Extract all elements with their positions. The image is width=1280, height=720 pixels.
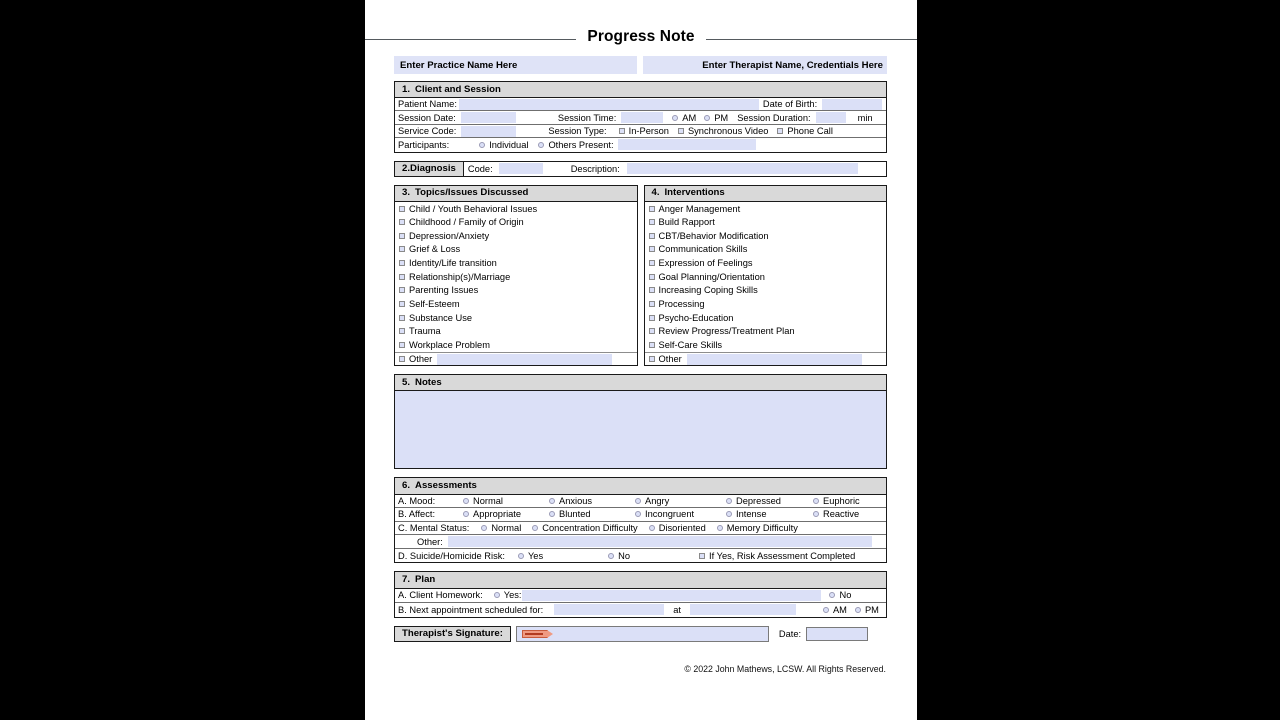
section6-number: 6. — [402, 479, 411, 491]
intervention-label: Increasing Coping Skills — [658, 285, 758, 296]
topic-label: Grief & Loss — [409, 244, 461, 255]
radio-affect-intense-icon — [726, 511, 732, 517]
row-affect — [395, 508, 886, 522]
intervention-checkbox-icon — [649, 206, 655, 212]
intervention-checkbox-icon — [649, 342, 655, 348]
topic-checkbox-icon — [399, 301, 405, 307]
topic-item[interactable] — [395, 338, 637, 352]
topic-label: Trauma — [409, 326, 441, 337]
section7-title-text: Plan — [415, 573, 436, 585]
topics-other-row[interactable] — [395, 352, 637, 366]
radio-mood-angry-icon — [635, 498, 641, 504]
at-label: at — [673, 604, 681, 615]
intervention-item[interactable] — [645, 284, 887, 298]
topic-checkbox-icon — [399, 287, 405, 293]
intervention-checkbox-icon — [649, 301, 655, 307]
radio-mood-normal-icon — [463, 498, 469, 504]
radio-risk-yes-icon — [518, 553, 524, 559]
signature-tag-icon — [522, 630, 548, 638]
section-client-and-session — [394, 81, 887, 153]
section7-number: 7. — [402, 573, 411, 585]
session-duration-label: Session Duration: — [737, 112, 811, 123]
progress-note-form — [394, 56, 887, 674]
row-suicide-homicide-risk — [395, 549, 886, 563]
intervention-checkbox-icon — [649, 328, 655, 334]
interventions-other-input[interactable] — [687, 354, 862, 365]
radio-mood-anxious-label: Anxious — [559, 495, 593, 506]
radio-mental-disoriented-label: Disoriented — [658, 522, 706, 533]
radio-appt-am-icon — [823, 607, 829, 613]
mental-status-label: C. Mental Status: — [398, 522, 470, 533]
checkbox-in-person-icon — [619, 128, 625, 134]
title-rule-left — [365, 39, 576, 40]
radio-appt-pm[interactable] — [855, 605, 879, 615]
radio-appt-pm-icon — [855, 607, 861, 613]
radio-mood-depressed[interactable] — [726, 496, 813, 506]
session-date-input[interactable] — [461, 112, 516, 123]
radio-affect-reactive-label: Reactive — [823, 509, 860, 520]
section3-title-text: Topics/Issues Discussed — [415, 187, 529, 199]
section2-title — [395, 162, 464, 176]
radio-homework-yes[interactable] — [494, 590, 522, 600]
radio-mental-memory[interactable] — [717, 523, 798, 533]
topic-label: Child / Youth Behavioral Issues — [409, 203, 538, 214]
row-session-date — [395, 111, 886, 124]
intervention-checkbox-icon — [649, 287, 655, 293]
session-time-label: Session Time: — [557, 112, 617, 123]
topic-label: Self-Esteem — [409, 298, 460, 309]
checkbox-synchronous-video-label: Synchronous Video — [687, 126, 769, 137]
signature-date-label: Date: — [778, 628, 802, 639]
radio-mental-memory-label: Memory Difficulty — [726, 522, 798, 533]
topic-checkbox-icon — [399, 328, 405, 334]
checkbox-phone-call-icon — [777, 128, 783, 134]
radio-mood-normal-label: Normal — [473, 495, 503, 506]
radio-mental-disoriented[interactable] — [649, 523, 706, 533]
page-title: Progress Note — [587, 28, 695, 45]
topic-label: Identity/Life transition — [409, 258, 497, 269]
radio-mental-concentration-label: Concentration Difficulty — [542, 522, 638, 533]
radio-homework-no-icon — [829, 592, 835, 598]
checkbox-phone-call-label: Phone Call — [787, 126, 833, 137]
topic-item[interactable] — [395, 243, 637, 257]
radio-mood-angry[interactable] — [635, 496, 726, 506]
radio-affect-blunted-icon — [549, 511, 555, 517]
diagnosis-code-input[interactable] — [499, 163, 543, 174]
checkbox-phone-call[interactable] — [777, 126, 832, 136]
row-client-homework — [395, 589, 886, 603]
topic-checkbox-icon — [399, 219, 405, 225]
topic-item[interactable] — [395, 202, 637, 216]
radio-individual-label: Individual — [489, 139, 529, 150]
intervention-checkbox-icon — [649, 233, 655, 239]
therapist-name-field[interactable]: Enter Therapist Name, Credentials Here — [643, 56, 887, 74]
topic-item[interactable] — [395, 297, 637, 311]
radio-others-present-label: Others Present: — [548, 139, 614, 150]
radio-mental-disoriented-icon — [649, 525, 655, 531]
radio-am-icon — [672, 115, 678, 121]
intervention-item[interactable] — [645, 229, 887, 243]
radio-affect-reactive-icon — [813, 511, 819, 517]
row-next-appointment — [395, 603, 886, 617]
intervention-checkbox-icon — [649, 219, 655, 225]
intervention-checkbox-icon — [649, 274, 655, 280]
section5-number: 5. — [402, 376, 411, 388]
mood-label: A. Mood: — [398, 495, 436, 506]
topic-item[interactable] — [395, 229, 637, 243]
practice-name-field[interactable]: Enter Practice Name Here — [394, 56, 637, 74]
radio-affect-appropriate-label: Appropriate — [473, 509, 522, 520]
diagnosis-description-label: Description: — [570, 163, 620, 174]
radio-risk-no-label: No — [618, 550, 631, 561]
radio-affect-intense-label: Intense — [736, 509, 767, 520]
topic-label: Substance Use — [409, 312, 473, 323]
radio-mental-normal-icon — [481, 525, 487, 531]
radio-affect-incongruent[interactable] — [635, 509, 726, 519]
radio-appt-pm-label: PM — [864, 604, 879, 615]
radio-mental-memory-icon — [717, 525, 723, 531]
session-type-label: Session Type: — [548, 126, 607, 137]
homework-input[interactable] — [522, 590, 821, 601]
section1-title-text: Client and Session — [415, 83, 501, 95]
topic-label: Depression/Anxiety — [409, 230, 490, 241]
radio-pm-label: PM — [714, 112, 729, 123]
topics-other-input[interactable] — [437, 354, 612, 365]
radio-risk-yes-label: Yes — [527, 550, 544, 561]
checkbox-in-person-label: In-Person — [628, 126, 669, 137]
patient-name-input[interactable] — [459, 99, 759, 110]
checkbox-synchronous-video[interactable] — [678, 126, 768, 136]
radio-homework-no[interactable] — [829, 590, 851, 600]
radio-mood-euphoric[interactable] — [813, 496, 860, 506]
intervention-checkbox-icon — [649, 246, 655, 252]
section-interventions — [644, 185, 888, 367]
interventions-other-row[interactable] — [645, 352, 887, 366]
topic-label: Workplace Problem — [409, 339, 490, 350]
radio-mood-angry-label: Angry — [645, 495, 670, 506]
intervention-label: Review Progress/Treatment Plan — [658, 326, 795, 337]
topic-item[interactable] — [395, 256, 637, 270]
topic-checkbox-icon — [399, 274, 405, 280]
intervention-label: Processing — [658, 298, 705, 309]
section1-number: 1. — [402, 83, 411, 95]
radio-mood-euphoric-icon — [813, 498, 819, 504]
session-date-label: Session Date: — [398, 112, 456, 123]
checkbox-synchronous-video-icon — [678, 128, 684, 134]
section4-title — [645, 186, 887, 202]
radio-homework-no-label: No — [839, 590, 852, 601]
notes-textarea[interactable] — [395, 391, 886, 468]
homework-label: A. Client Homework: — [398, 590, 483, 601]
topic-checkbox-icon — [399, 315, 405, 321]
row-mood — [395, 495, 886, 509]
intervention-label: Communication Skills — [658, 244, 748, 255]
section-assessments — [394, 477, 887, 563]
radio-affect-reactive[interactable] — [813, 509, 859, 519]
intervention-label: Anger Management — [658, 203, 741, 214]
topic-checkbox-icon — [399, 233, 405, 239]
signature-label: Therapist's Signature: — [394, 626, 511, 642]
section3-number: 3. — [402, 187, 411, 199]
service-code-input[interactable] — [461, 126, 516, 137]
interventions-other-label: Other — [658, 354, 682, 365]
radio-mood-normal[interactable] — [463, 496, 549, 506]
radio-others-present-icon — [538, 142, 544, 148]
radio-homework-yes-icon — [494, 592, 500, 598]
radio-mental-normal[interactable] — [481, 523, 521, 533]
intervention-item[interactable] — [645, 202, 887, 216]
affect-label: B. Affect: — [398, 509, 436, 520]
intervention-item[interactable] — [645, 256, 887, 270]
topics-other-label: Other — [409, 354, 433, 365]
date-of-birth-label: Date of Birth: — [762, 99, 818, 110]
row-assessment-other — [395, 535, 886, 549]
section5-title-text: Notes — [415, 376, 442, 388]
assessment-other-label: Other: — [417, 536, 443, 547]
radio-mood-depressed-label: Depressed — [736, 495, 781, 506]
topics-and-interventions-row — [394, 185, 887, 367]
radio-appt-am[interactable] — [823, 605, 847, 615]
session-duration-input[interactable] — [816, 112, 846, 123]
intervention-item[interactable] — [645, 338, 887, 352]
intervention-label: CBT/Behavior Modification — [658, 230, 769, 241]
section6-title — [395, 478, 886, 494]
section-notes — [394, 374, 887, 469]
signature-row — [394, 626, 887, 642]
intervention-checkbox-icon — [649, 260, 655, 266]
intervention-item[interactable] — [645, 297, 887, 311]
checkbox-risk-completed-icon — [699, 553, 705, 559]
topic-item[interactable] — [395, 311, 637, 325]
title-rule-right — [706, 39, 917, 40]
radio-affect-appropriate-icon — [463, 511, 469, 517]
diagnosis-description-input[interactable] — [627, 163, 858, 174]
radio-mental-concentration-icon — [532, 525, 538, 531]
session-time-input[interactable] — [621, 112, 663, 123]
intervention-checkbox-icon — [649, 315, 655, 321]
radio-mood-anxious[interactable] — [549, 496, 635, 506]
radio-affect-appropriate[interactable] — [463, 509, 549, 519]
service-code-label: Service Code: — [398, 126, 457, 137]
row-patient-name — [395, 98, 886, 111]
checkbox-risk-completed-label: If Yes, Risk Assessment Completed — [709, 550, 856, 561]
radio-pm[interactable] — [704, 113, 728, 123]
row-service-code — [395, 125, 886, 138]
diagnosis-code-label: Code: — [467, 163, 493, 174]
row-mental-status — [395, 522, 886, 536]
intervention-label: Build Rapport — [658, 217, 715, 228]
radio-risk-yes[interactable] — [518, 551, 543, 561]
topic-checkbox-icon — [399, 246, 405, 252]
radio-mood-depressed-icon — [726, 498, 732, 504]
radio-individual[interactable] — [479, 140, 528, 150]
copyright-notice: © 2022 John Mathews, LCSW. All Rights Reserved. — [684, 663, 886, 674]
topic-checkbox-icon — [399, 206, 405, 212]
section-diagnosis — [394, 161, 887, 177]
section4-title-text: Interventions — [664, 187, 725, 199]
radio-am[interactable] — [672, 113, 696, 123]
others-present-input[interactable] — [618, 139, 756, 150]
form-header-row — [394, 56, 887, 74]
topics-checkbox-list — [395, 202, 637, 352]
topic-item[interactable] — [395, 284, 637, 298]
intervention-item[interactable] — [645, 215, 887, 229]
row-participants — [395, 138, 886, 151]
topic-item[interactable] — [395, 270, 637, 284]
interventions-checkbox-list — [645, 202, 887, 352]
intervention-item[interactable] — [645, 311, 887, 325]
assessment-other-input[interactable] — [448, 536, 872, 547]
topic-label: Relationship(s)/Marriage — [409, 271, 511, 282]
intervention-item[interactable] — [645, 270, 887, 284]
radio-affect-blunted[interactable] — [549, 509, 635, 519]
section2-number: 2. — [402, 163, 411, 175]
signature-input[interactable] — [516, 626, 769, 642]
next-appt-date-input[interactable] — [554, 604, 664, 615]
radio-affect-incongruent-icon — [635, 511, 641, 517]
topic-label: Childhood / Family of Origin — [409, 217, 524, 228]
intervention-item[interactable] — [645, 243, 887, 257]
next-appt-time-input[interactable] — [690, 604, 796, 615]
min-label: min — [857, 112, 873, 123]
intervention-label: Self-Care Skills — [658, 339, 723, 350]
radio-homework-yes-label: Yes: — [503, 590, 522, 601]
risk-label: D. Suicide/Homicide Risk: — [398, 550, 505, 561]
section-plan — [394, 571, 887, 617]
radio-am-label: AM — [682, 112, 697, 123]
section5-title — [395, 375, 886, 391]
radio-mood-anxious-icon — [549, 498, 555, 504]
radio-pm-icon — [704, 115, 710, 121]
radio-affect-incongruent-label: Incongruent — [645, 509, 695, 520]
intervention-label: Psycho-Education — [658, 312, 734, 323]
radio-mental-concentration[interactable] — [532, 523, 637, 533]
topic-item[interactable] — [395, 215, 637, 229]
section7-title — [395, 572, 886, 588]
date-of-birth-input[interactable] — [822, 99, 882, 110]
intervention-label: Goal Planning/Orientation — [658, 271, 765, 282]
signature-tag-bars — [525, 633, 543, 635]
radio-individual-icon — [479, 142, 485, 148]
radio-affect-intense[interactable] — [726, 509, 813, 519]
intervention-label: Expression of Feelings — [658, 258, 753, 269]
section2-title-text: Diagnosis — [410, 163, 456, 175]
radio-mental-normal-label: Normal — [491, 522, 522, 533]
radio-appt-am-label: AM — [832, 604, 847, 615]
radio-risk-no[interactable] — [608, 551, 630, 561]
section6-title-text: Assessments — [415, 479, 477, 491]
section4-number: 4. — [651, 187, 660, 199]
topic-checkbox-icon — [399, 342, 405, 348]
radio-others-present[interactable] — [538, 140, 613, 150]
section1-title — [395, 82, 886, 98]
topic-label: Parenting Issues — [409, 285, 479, 296]
participants-label: Participants: — [398, 139, 450, 150]
checkbox-topics-other-icon — [399, 356, 405, 362]
signature-date-input[interactable] — [806, 627, 868, 641]
intervention-item[interactable] — [645, 324, 887, 338]
document-title-bar — [365, 26, 917, 48]
patient-name-label: Patient Name: — [398, 99, 457, 110]
checkbox-interventions-other-icon — [649, 356, 655, 362]
checkbox-in-person[interactable] — [619, 126, 669, 136]
radio-risk-no-icon — [608, 553, 614, 559]
document-page — [365, 0, 917, 720]
topic-item[interactable] — [395, 324, 637, 338]
section3-title — [395, 186, 637, 202]
checkbox-risk-completed[interactable] — [699, 551, 855, 561]
section-topics-discussed — [394, 185, 638, 367]
topic-checkbox-icon — [399, 260, 405, 266]
radio-affect-blunted-label: Blunted — [559, 509, 591, 520]
next-appt-label: B. Next appointment scheduled for: — [398, 604, 544, 615]
diagnosis-fields — [464, 162, 886, 176]
radio-mood-euphoric-label: Euphoric — [823, 495, 860, 506]
